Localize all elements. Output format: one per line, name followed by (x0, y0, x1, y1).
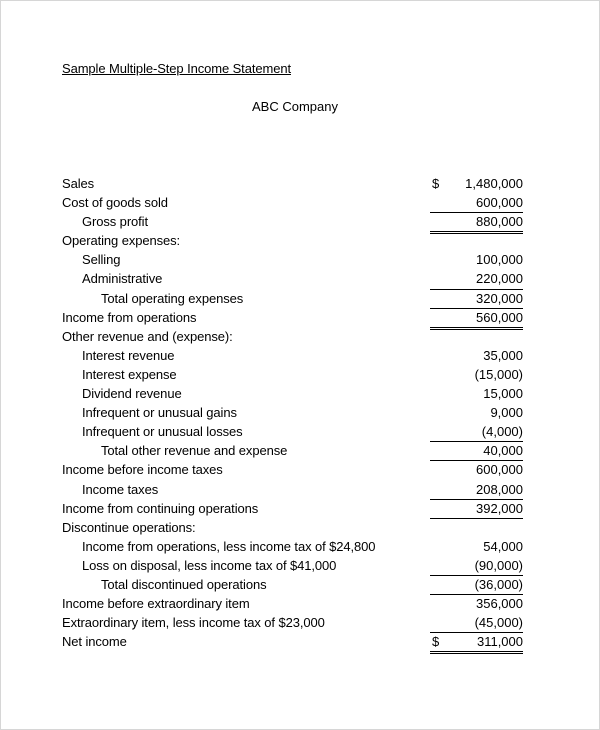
statement-row (1, 537, 600, 556)
row-label: Interest expense (82, 366, 177, 382)
row-amount: (15,000) (474, 366, 523, 382)
row-label: Operating expenses: (62, 233, 181, 249)
row-amount: (36,000) (430, 575, 523, 595)
row-amount: 1,480,000 (465, 176, 523, 191)
statement-title: Sample Multiple-Step Income Statement (62, 61, 291, 76)
statement-row (1, 499, 600, 518)
statement-row (1, 212, 600, 231)
row-amount: 54,000 (483, 538, 523, 554)
statement-row (1, 384, 600, 403)
row-label: Cost of goods sold (62, 195, 168, 211)
statement-row (1, 594, 600, 613)
row-amount: (45,000) (430, 613, 523, 633)
row-label: Loss on disposal, less income tax of $41,000 (82, 557, 337, 573)
statement-row (1, 556, 600, 575)
row-amount: 356,000 (476, 596, 523, 612)
row-label: Income from operations (62, 309, 197, 325)
row-label: Dividend revenue (82, 386, 182, 402)
row-amount: 600,000 (430, 193, 523, 213)
statement-rows (1, 174, 600, 651)
row-label: Income taxes (82, 481, 159, 497)
row-label: Income before extraordinary item (62, 596, 250, 612)
company-name: ABC Company (252, 99, 338, 114)
statement-row (1, 422, 600, 441)
row-amount: 560,000 (430, 308, 523, 330)
row-amount: (4,000) (430, 422, 523, 442)
statement-row (1, 193, 600, 212)
row-label: Administrative (82, 271, 163, 287)
row-label: Income before income taxes (62, 462, 223, 478)
row-amount: 40,000 (430, 441, 523, 461)
row-label: Total discontinued operations (101, 576, 267, 592)
statement-row (1, 346, 600, 365)
row-amount: 320,000 (430, 289, 523, 309)
statement-row (1, 269, 600, 288)
statement-row (1, 613, 600, 632)
statement-row (1, 403, 600, 422)
statement-row (1, 327, 600, 346)
row-label: Net income (62, 634, 127, 650)
row-label: Infrequent or unusual gains (82, 405, 237, 421)
statement-row (1, 460, 600, 479)
statement-row (1, 250, 600, 269)
statement-row (1, 518, 600, 537)
statement-row (1, 231, 600, 250)
statement-row (1, 174, 600, 193)
statement-row (1, 632, 600, 651)
row-label: Discontinue operations: (62, 519, 196, 535)
row-amount: 880,000 (430, 212, 523, 234)
row-label: Income from operations, less income tax of $24,800 (82, 538, 376, 554)
row-amount: (90,000) (430, 556, 523, 576)
statement-row (1, 480, 600, 499)
row-label: Interest revenue (82, 347, 175, 363)
statement-row (1, 441, 600, 460)
row-amount: 392,000 (430, 499, 523, 519)
statement-row (1, 289, 600, 308)
row-amount: 100,000 (476, 252, 523, 268)
statement-row (1, 365, 600, 384)
row-label: Total operating expenses (101, 290, 244, 306)
row-label: Infrequent or unusual losses (82, 424, 243, 440)
row-label: Total other revenue and expense (101, 443, 288, 459)
row-amount: 35,000 (483, 347, 523, 363)
statement-row (1, 575, 600, 594)
row-label: Gross profit (82, 214, 148, 230)
row-amount: 9,000 (490, 405, 523, 421)
currency-symbol: $ (432, 634, 440, 650)
row-amount: 220,000 (430, 269, 523, 289)
row-amount: 600,000 (476, 462, 523, 478)
row-label: Sales (62, 176, 95, 191)
row-label: Other revenue and (expense): (62, 328, 233, 344)
row-amount: 311,000 (430, 632, 523, 654)
statement-row (1, 308, 600, 327)
row-label: Selling (82, 252, 121, 268)
row-label: Income from continuing operations (62, 500, 259, 516)
row-amount: 15,000 (483, 386, 523, 402)
row-amount: 208,000 (430, 480, 523, 500)
currency-symbol: $ (432, 176, 440, 191)
row-label: Extraordinary item, less income tax of $23,000 (62, 615, 325, 631)
